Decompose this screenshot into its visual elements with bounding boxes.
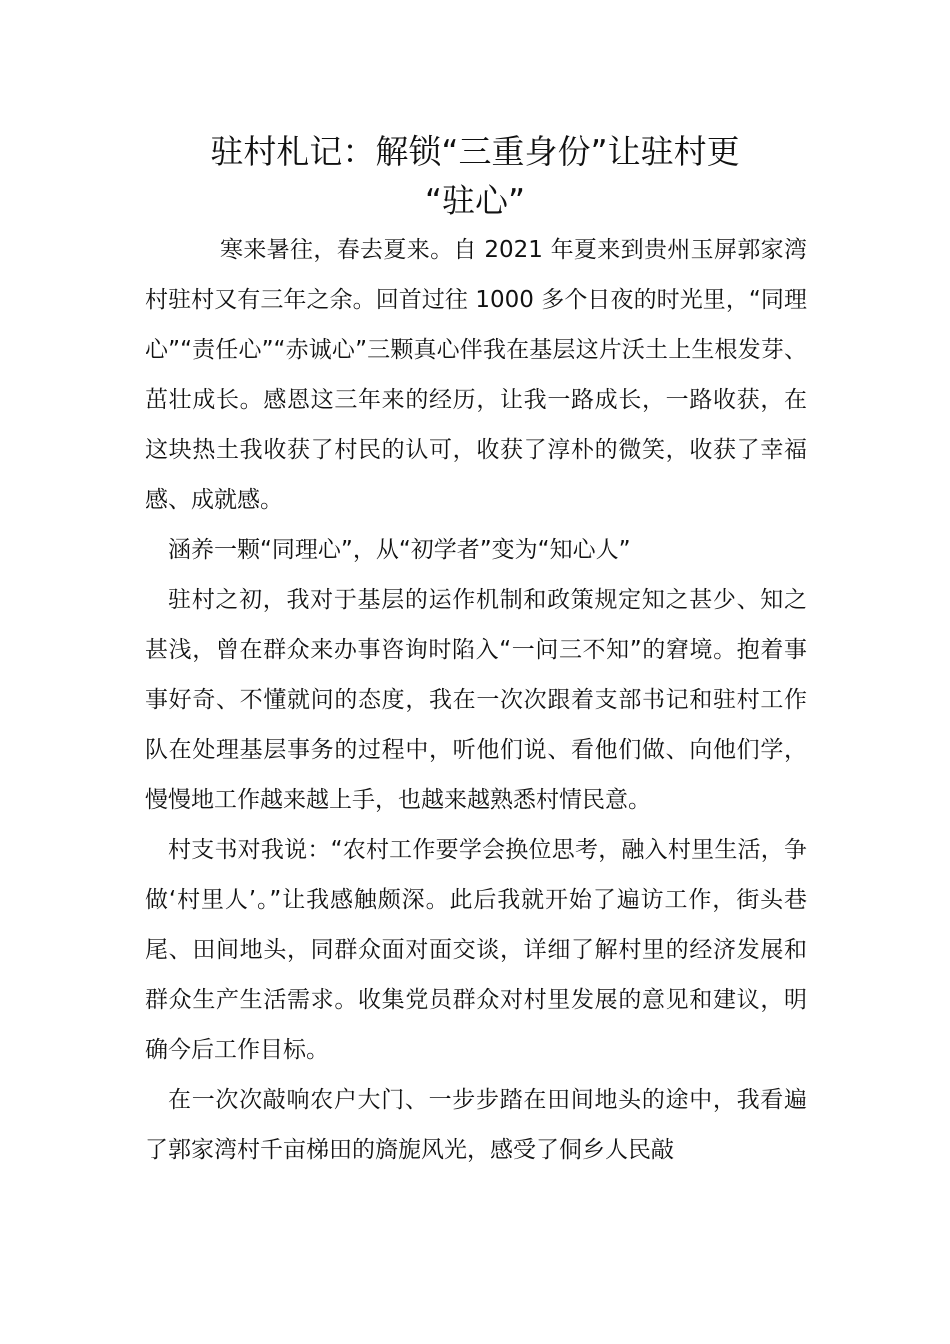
paragraph-intro: 寒来暑往，春去夏来。自 2021 年夏来到贵州玉屏郭家湾村驻村又有三年之余。回首过往 1000 多个日夜的时光里，“同理心”“责任心”“赤诚心”三颗真心伴我在基层这片沃土上生根发芽、茁壮成长。感恩这三年来的经历，让我一路成长，一路收获，在这块热土我收获了村民的认可，收获了淳朴的微笑，收获了幸福感、成就感。 — [145, 237, 807, 513]
page-title — [100, 127, 850, 225]
title-line-1: 驻村札记：解锁“三重身份”让驻村更 — [210, 132, 740, 171]
paragraph: 村支书对我说：“农村工作要学会换位思考，融入村里生活，争做‘村里人’。”让我感触颇深。此后我就开始了遍访工作，街头巷尾、田间地头，同群众面对面交谈，详细了解村里的经济发展和群众生产生活需求。收集党员群众对村里发展的意见和建议，明确今后工作目标。 — [145, 837, 807, 1063]
section-heading: 涵养一颗“同理心”，从“初学者”变为“知心人” — [168, 537, 631, 563]
paragraph: 驻村之初，我对于基层的运作机制和政策规定知之甚少、知之甚浅，曾在群众来办事咨询时陷入“一问三不知”的窘境。抱着事事好奇、不懂就问的态度，我在一次次跟着支部书记和驻村工作队在处理基层事务的过程中，听他们说、看他们做、向他们学，慢慢地工作越来越上手，也越来越熟悉村情民意。 — [145, 587, 807, 813]
title-line-2: “驻心” — [424, 181, 526, 220]
article-body — [145, 225, 807, 1175]
paragraph: 在一次次敲响农户大门、一步步踏在田间地头的途中，我看遍了郭家湾村千亩梯田的旖旎风光，感受了侗乡人民敲 — [145, 1087, 807, 1163]
